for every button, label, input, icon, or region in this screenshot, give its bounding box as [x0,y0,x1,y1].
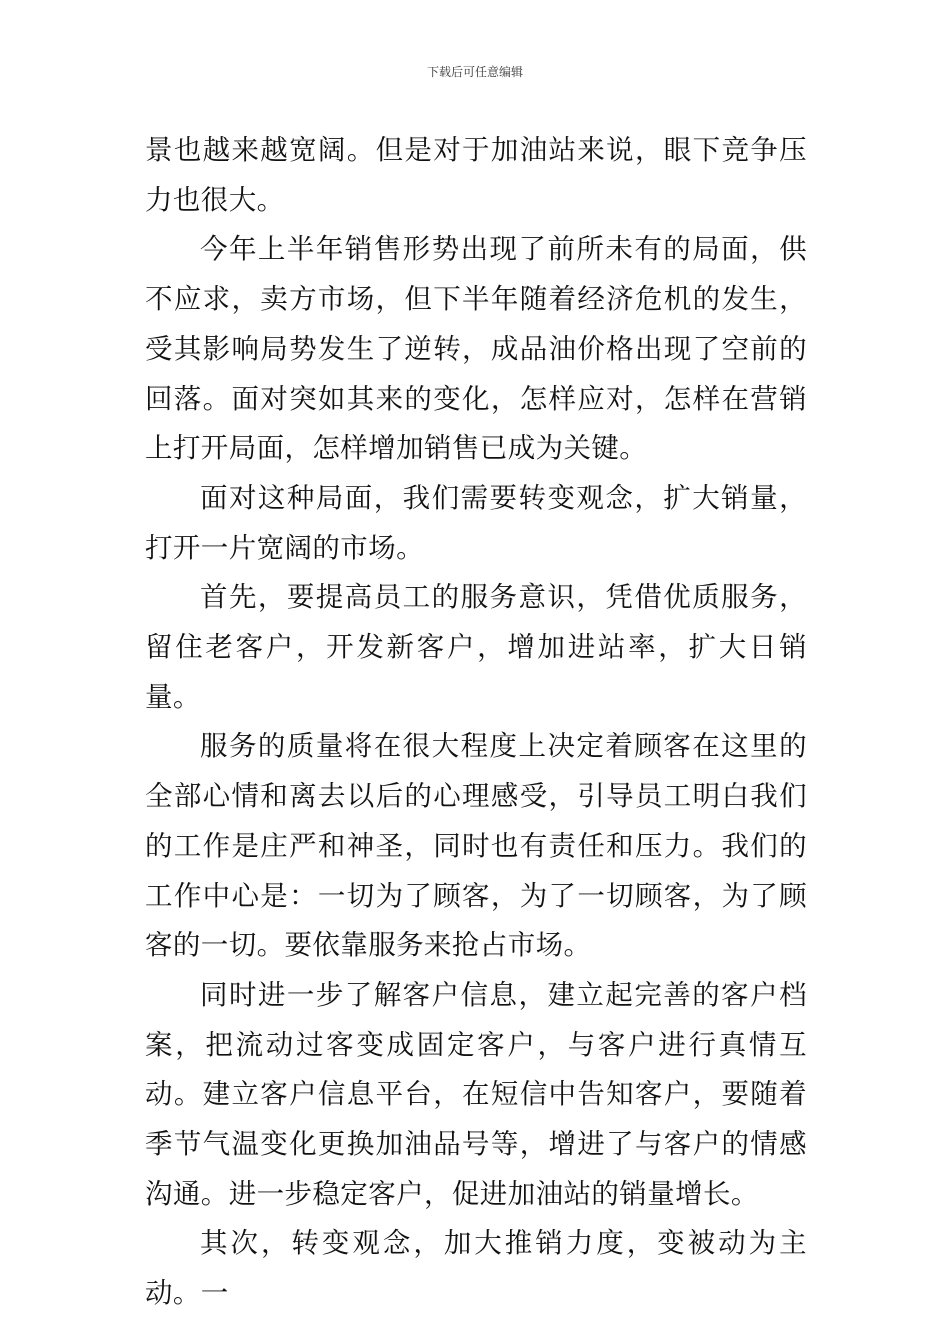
paragraph-1: 景也越来越宽阔。但是对于加油站来说，眼下竞争压力也很大。 [145,134,807,216]
document-body [145,126,807,1319]
page-header-note: 下载后可任意编辑 [426,65,523,79]
paragraph-2: 今年上半年销售形势出现了前所未有的局面，供不应求，卖方市场，但下半年随着经济危机的发生，受其影响局势发生了逆转，成品油价格出现了空前的回落。面对突如其来的变化，怎样应对，怎样在营销上打开局面，怎样增加销售已成为关键。 [145,233,807,465]
paragraph-5: 服务的质量将在很大程度上决定着顾客在这里的全部心情和离去以后的心理感受，引导员工明白我们的工作是庄严和神圣，同时也有责任和压力。我们的工作中心是：一切为了顾客，为了一切顾客，为了顾客的一切。要依靠服务来抢占市场。 [145,730,807,962]
paragraph-4: 首先，要提高员工的服务意识，凭借优质服务，留住老客户，开发新客户，增加进站率，扩大日销量。 [145,581,807,713]
paragraph-7: 其次，转变观念，加大推销力度，变被动为主动。一 [145,1227,807,1310]
paragraph-6: 同时进一步了解客户信息，建立起完善的客户档案，把流动过客变成固定客户，与客户进行真情互动。建立客户信息平台，在短信中告知客户，要随着季节气温变化更换加油品号等，增进了与客户的情感沟通。进一步稳定客户，促进加油站的销量增长。 [145,978,807,1210]
paragraph-3: 面对这种局面，我们需要转变观念，扩大销量，打开一片宽阔的市场。 [145,481,807,564]
